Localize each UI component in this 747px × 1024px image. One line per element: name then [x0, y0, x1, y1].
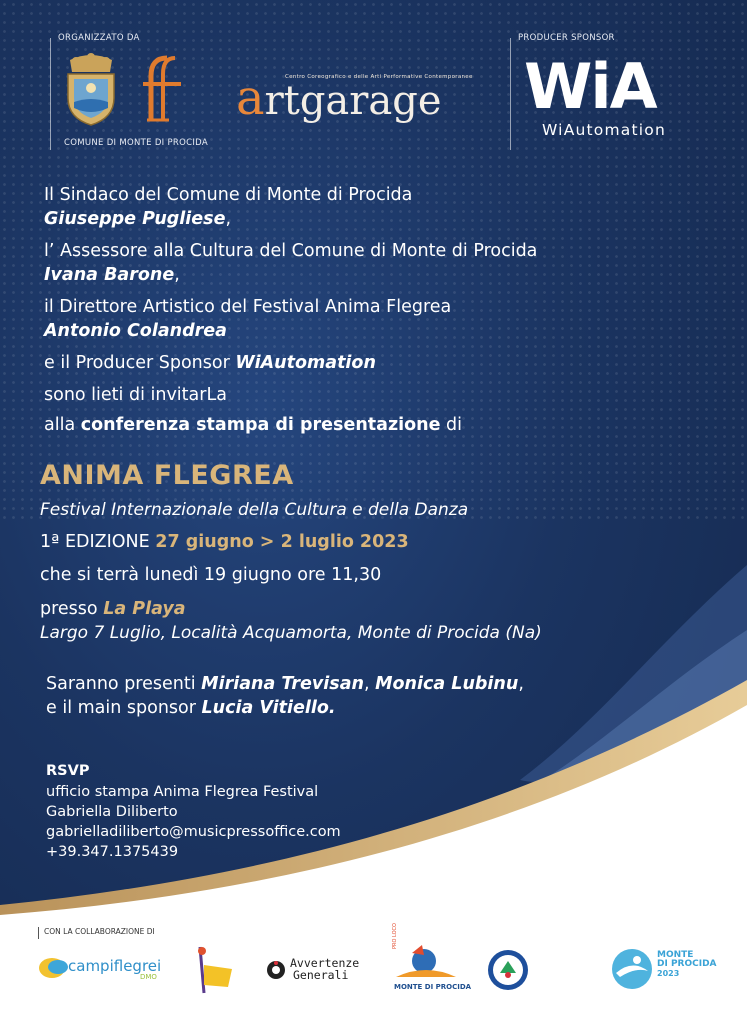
artgarage-logo	[236, 70, 442, 126]
footer	[0, 925, 747, 1024]
monte-di-procida-2023-logo	[610, 947, 720, 993]
wia-logo: WiA	[524, 50, 656, 123]
guests-line-2	[46, 697, 336, 719]
press-conference-text: conferenza stampa di presentazione	[80, 415, 441, 435]
guests-prefix: Saranno presenti	[46, 674, 202, 694]
artgarage-logo-a: a	[236, 70, 265, 126]
avvertenze-text-2: Generali	[293, 968, 349, 982]
monte-di-procida-icon	[610, 947, 654, 991]
invite-line-9	[44, 414, 462, 436]
avvertenze-icon	[265, 959, 287, 981]
punctuation: ,	[225, 209, 232, 229]
punctuation: ,	[363, 674, 376, 694]
collab-divider	[38, 927, 39, 939]
invite-line-8: sono lieti di invitarLa	[44, 385, 227, 405]
mdp-text-1: MONTE	[657, 950, 694, 960]
round-badge-icon	[487, 949, 529, 991]
avvertenze-text-1: Avvertenze	[290, 956, 360, 970]
event-subtitle: Festival Internazionale della Cultura e della Danza	[40, 500, 469, 520]
rsvp-title: RSVP	[46, 763, 90, 779]
assessor-name: Ivana Barone	[44, 265, 175, 285]
campiflegrei-icon	[38, 955, 72, 981]
mayor-name: Giuseppe Pugliese	[44, 209, 226, 229]
coat-of-arms-icon	[62, 52, 120, 127]
header-divider-right	[510, 38, 511, 150]
edition-label: 1ª EDIZIONE	[40, 532, 156, 552]
event-edition	[40, 531, 409, 553]
header-divider-left	[50, 38, 51, 150]
punctuation: ,	[518, 674, 524, 694]
invite-line-1: Il Sindaco del Comune di Monte di Procida	[44, 185, 413, 205]
collab-label: CON LA COLLABORAZIONE DI	[44, 927, 155, 936]
event-when: che si terrà lunedì 19 giugno ore 11,30	[40, 565, 382, 585]
rsvp-person: Gabriella Diliberto	[46, 804, 178, 820]
proloco-logo	[392, 923, 472, 993]
artgarage-tagline: Centro Coreografico e delle Arti Performative Contemporanee	[285, 74, 473, 80]
campiflegrei-logo	[38, 955, 163, 985]
avvertenze-generali-logo	[265, 957, 375, 987]
mdp-text-3: 2023	[657, 969, 680, 978]
edition-dates: 27 giugno > 2 luglio 2023	[155, 532, 409, 552]
main-sponsor-prefix: e il main sponsor	[46, 698, 202, 718]
organizzato-label: ORGANIZZATO DA	[58, 33, 140, 43]
rsvp-email[interactable]: gabrielladiliberto@musicpressoffice.com	[46, 824, 341, 840]
flag-logo-icon	[192, 945, 236, 995]
proloco-text: MONTE DI PROCIDA	[394, 983, 472, 991]
invite-line-2	[44, 208, 231, 230]
rsvp-office: ufficio stampa Anima Flegrea Festival	[46, 784, 319, 800]
text-suffix: di	[440, 415, 463, 435]
guest-name-1: Miriana Trevisan	[201, 674, 364, 694]
event-title: ANIMA FLEGREA	[40, 460, 294, 491]
invite-line-7	[44, 352, 376, 374]
mdp-text-2: DI PROCIDA	[657, 959, 717, 969]
guest-name-2: Monica Lubinu	[375, 674, 519, 694]
campiflegrei-text: campiflegrei	[68, 957, 162, 975]
sponsor-name: WiAutomation	[235, 353, 376, 373]
cf-monogram-logo	[137, 54, 187, 124]
guests-line-1	[46, 673, 524, 695]
producer-sponsor-label: PRODUCER SPONSOR	[518, 33, 615, 43]
artgarage-logo-text: rtgarage	[264, 78, 442, 124]
proloco-icon	[394, 943, 458, 983]
rsvp-phone[interactable]: +39.347.1375439	[46, 844, 179, 860]
main-sponsor-name: Lucia Vitiello.	[201, 698, 336, 718]
invite-line-3: l’ Assessore alla Cultura del Comune di Monte di Procida	[44, 241, 538, 261]
invite-line-5: il Direttore Artistico del Festival Anima Flegrea	[44, 297, 452, 317]
punctuation: ,	[174, 265, 180, 285]
wiautomation-name: WiAutomation	[542, 121, 666, 139]
director-name: Antonio Colandrea	[44, 321, 227, 341]
invite-line-6	[44, 320, 227, 342]
event-address: Largo 7 Luglio, Località Acquamorta, Monte di Procida (Na)	[40, 623, 542, 643]
sponsor-prefix: e il Producer Sponsor	[44, 353, 236, 373]
venue-name: La Playa	[103, 599, 186, 619]
campiflegrei-sub: DMO	[140, 973, 157, 981]
proloco-side-text: PRO LOCO	[392, 923, 398, 949]
invite-line-4	[44, 264, 180, 286]
text-prefix: alla	[44, 415, 81, 435]
where-prefix: presso	[40, 599, 104, 619]
event-where	[40, 598, 186, 620]
comune-caption: COMUNE DI MONTE DI PROCIDA	[64, 138, 208, 148]
